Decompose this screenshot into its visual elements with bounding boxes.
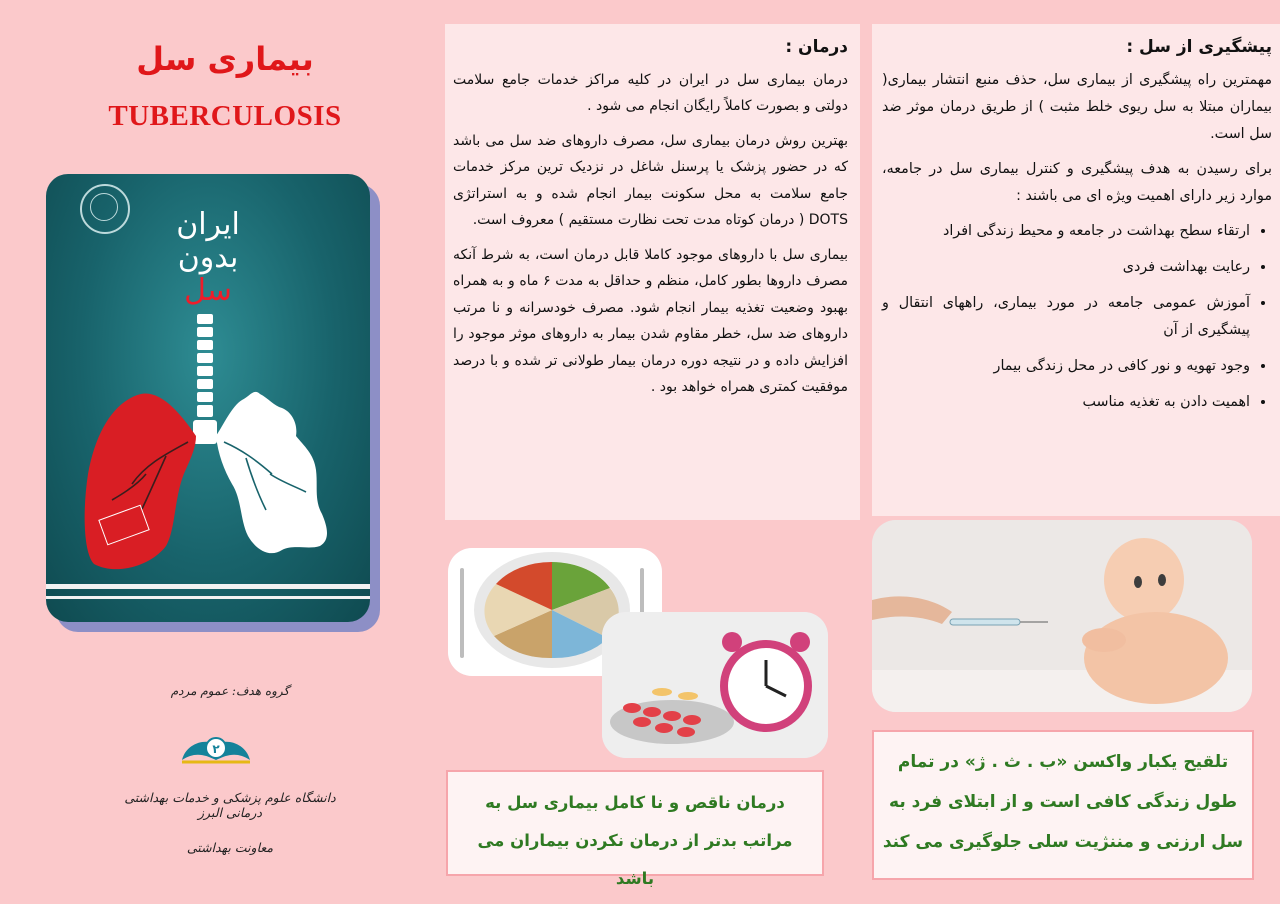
clock-pills-photo [602, 612, 828, 758]
cover-line-3: سل [184, 273, 232, 308]
book-cover [46, 174, 370, 622]
university-name: دانشگاه علوم پزشکی و خدمات بهداشتی درمانی البرز [124, 790, 336, 820]
treatment-paragraph-2: بهترین روش درمان بیماری سل، مصرف داروهای ضد سل می باشد که در حضور پزشک یا پرسنل شاغل در نزدیک ترین مرکز خدمات جامع سلامت به محل سکونت بیمار انجام شده و به استراتژی DOTS ( درمان کوتاه مدت تحت نظارت مستقیم ) معروف است. [453, 132, 848, 228]
prevention-paragraph-1: مهمترین راه پیشگیری از بیماری سل، حذف منبع انتشار بیماری( بیماران مبتلا به سل ریوی خلط مثبت ) از طریق درمان موثر ضد سل است. [882, 72, 1272, 142]
treatment-heading: درمان : [785, 37, 848, 57]
vaccination-icon [872, 520, 1252, 712]
prevention-heading: پیشگیری از سل : [1126, 37, 1272, 57]
cover-line-2: بدون [177, 240, 239, 275]
treatment-paragraph-1: درمان بیماری سل در ایران در کلیه مراکز خدمات جامع سلامت دولتی و بصورت کاملاً رایگان انجام می شود . [453, 71, 848, 114]
title-english: TUBERCULOSIS [108, 100, 342, 132]
treatment-paragraph-3: بیماری سل با داروهای موجود کاملا قابل درمان است، به شرط آنکه مصرف داروها بطور کامل، منظم و حداقل به مدت ۶ ماه و به همراه بهبود وضعیت تغذیه بیمار انجام شود. مصرف خودسرانه و نا مرتب داروهای ضد سل، خطر مقاوم شدن بیمار به داروهای موثر موجود را افزایش داده و در نتیجه دوره درمان بیمار طولانی تر شده و با درصد موفقیت کمتری همراه خواهد بود . [453, 246, 848, 395]
prevention-bullet: • آموزش عمومی جامعه در مورد بیماری، راههای انتقال و پیشگیری از آن [882, 290, 1250, 344]
treatment-panel [445, 24, 860, 520]
prevention-bullet: • اهمیت دادن به تغذیه مناسب [882, 389, 1250, 416]
title-persian: بیماری سل [136, 40, 314, 78]
treatment-warning-box: درمان ناقص و نا کامل بیماری سل به مراتب بدتر از درمان نکردن بیماران می باشد [446, 770, 824, 876]
prevention-bullet: • وجود تهویه و نور کافی در محل زندگی بیمار [882, 353, 1250, 380]
baby-vaccine-photo [872, 520, 1252, 712]
university-logo [176, 730, 256, 774]
svg-text:۲: ۲ [212, 742, 220, 756]
prevention-bullet: • رعایت بهداشت فردی [882, 254, 1250, 281]
department-name: معاونت بهداشتی [186, 840, 274, 855]
audience-text: گروه هدف: عموم مردم [170, 684, 290, 698]
red-lung-icon [85, 394, 196, 570]
trachea-icon [193, 314, 217, 444]
vaccine-caption-box: تلقیح یکبار واکسن «ب . ث . ژ» در تمام طول زندگی کافی است و از ابتلای فرد به سل ارزنی و مننژیت سلی جلوگیری می کند [872, 730, 1254, 880]
cover-line-1: ایران [176, 207, 240, 242]
alarm-clock-icon [602, 612, 828, 758]
lungs-illustration [46, 174, 370, 622]
prevention-bullet: • ارتقاء سطح بهداشت در جامعه و محیط زندگی افراد [882, 218, 1250, 245]
prevention-paragraph-2: برای رسیدن به هدف پیشگیری و کنترل بیماری سل در جامعه، موارد زیر دارای اهمیت ویژه ای می باشند : [882, 161, 1272, 204]
prevention-list [882, 218, 1272, 416]
prevention-panel [872, 24, 1280, 516]
